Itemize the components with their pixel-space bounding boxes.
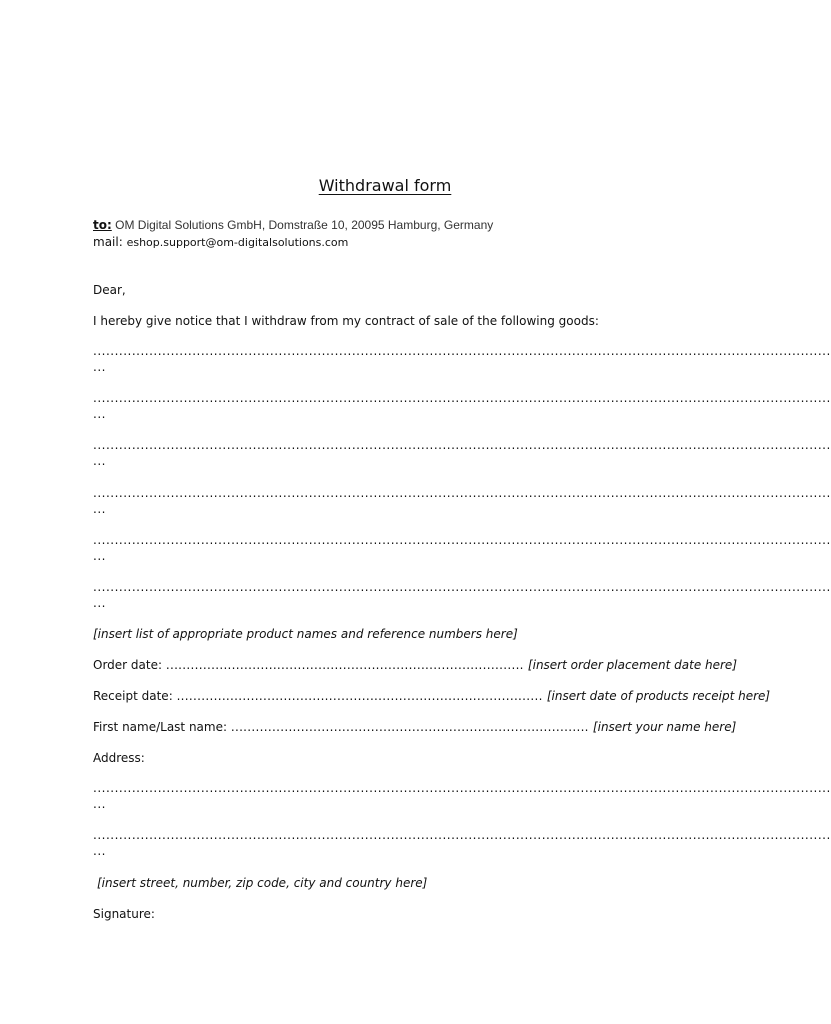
dotted-line: ........................................................................................................................................................................... bbox=[93, 438, 831, 452]
goods-line-4 bbox=[93, 485, 831, 516]
dotted-line: ........................................................................................................................................................................... bbox=[93, 391, 831, 405]
recipient-mail-line bbox=[93, 234, 348, 251]
products-hint: [insert list of appropriate product names and reference numbers here] bbox=[93, 627, 518, 641]
goods-line-2 bbox=[93, 390, 831, 421]
dotted-line-tail: ... bbox=[93, 596, 106, 610]
receipt-date-line bbox=[93, 688, 770, 704]
signature-label: Signature: bbox=[93, 907, 155, 921]
dotted-line: ........................................................................................................................................................................... bbox=[93, 580, 831, 594]
to-label: to: bbox=[93, 218, 112, 232]
dotted-line-tail: ... bbox=[93, 549, 106, 563]
recipient-address: OM Digital Solutions GmbH, Domstraße 10, 20095 Hamburg, Germany bbox=[111, 218, 494, 232]
name-hint: [insert your name here] bbox=[592, 720, 737, 734]
page-title: Withdrawal form bbox=[318, 176, 452, 195]
dotted-line: ........................................................................................................................................................................... bbox=[93, 486, 831, 500]
withdrawal-notice: I hereby give notice that I withdraw from my contract of sale of the following goods: bbox=[93, 314, 599, 328]
dotted-line: ........................................................................................................................................................................... bbox=[93, 344, 831, 358]
dotted-line-tail: ... bbox=[93, 360, 106, 374]
goods-line-5 bbox=[93, 532, 831, 563]
mail-address: eshop.support@om-digitalsolutions.com bbox=[126, 236, 349, 249]
greeting: Dear, bbox=[93, 283, 126, 297]
dotted-line-tail: ... bbox=[93, 407, 106, 421]
order-date-hint: [insert order placement date here] bbox=[527, 658, 737, 672]
dotted-line: ........................................................................................................................................................................... bbox=[93, 533, 831, 547]
dotted-line-tail: ... bbox=[93, 844, 106, 858]
dotted-line: ........................................................................................................................................................................... bbox=[93, 828, 831, 842]
dotted-line-tail: ... bbox=[93, 502, 106, 516]
receipt-date-hint: [insert date of products receipt here] bbox=[546, 689, 771, 703]
goods-line-6 bbox=[93, 579, 831, 610]
recipient-to-line bbox=[93, 217, 493, 233]
goods-line-1 bbox=[93, 343, 831, 374]
dotted-line-tail: ... bbox=[93, 454, 106, 468]
goods-line-3 bbox=[93, 437, 831, 468]
order-date-label: Order date: bbox=[93, 658, 166, 672]
name-line bbox=[93, 719, 736, 735]
order-date-dots: ....................................................................................... bbox=[165, 658, 528, 672]
address-line-2 bbox=[93, 827, 831, 858]
address-label: Address: bbox=[93, 751, 145, 765]
address-line-1 bbox=[93, 780, 831, 811]
dotted-line-tail: ... bbox=[93, 797, 106, 811]
name-dots: ....................................................................................... bbox=[230, 720, 593, 734]
order-date-line bbox=[93, 657, 737, 673]
receipt-date-dots: ......................................................................................... bbox=[176, 689, 547, 703]
receipt-date-label: Receipt date: bbox=[93, 689, 177, 703]
mail-label: mail: bbox=[93, 235, 127, 249]
name-label: First name/Last name: bbox=[93, 720, 231, 734]
address-hint: [insert street, number, zip code, city and country here] bbox=[97, 876, 428, 890]
dotted-line: ........................................................................................................................................................................... bbox=[93, 781, 831, 795]
